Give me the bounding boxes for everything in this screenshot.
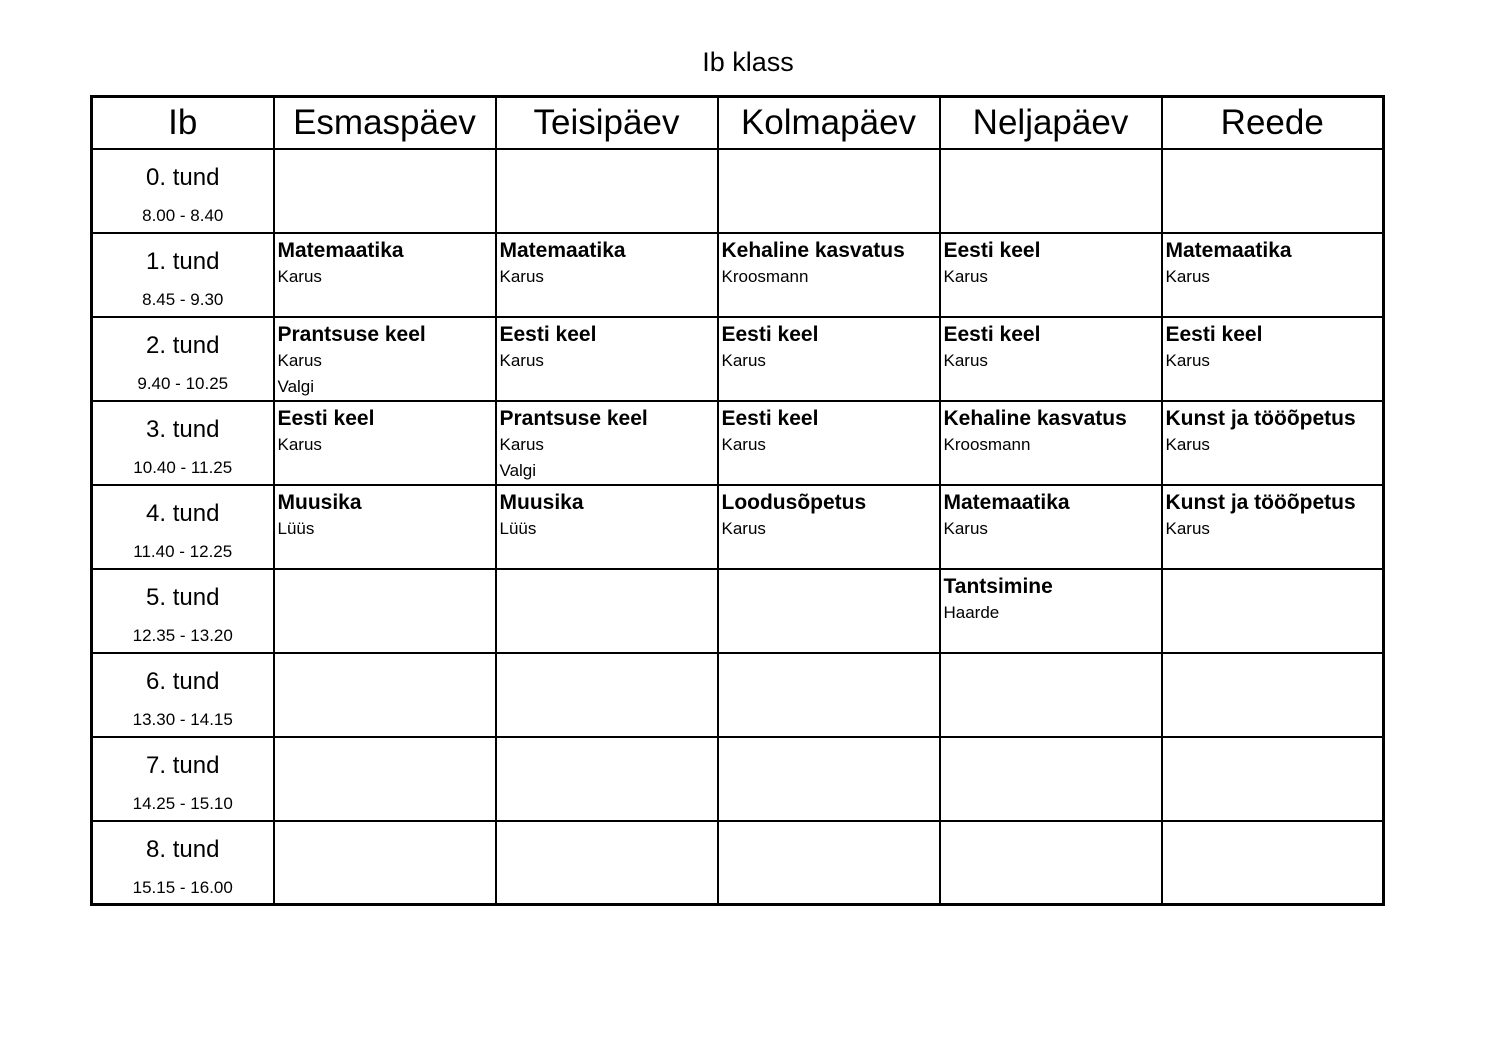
- teacher-name: Karus: [721, 350, 766, 370]
- lesson-row: [92, 569, 1384, 653]
- lesson-row: [92, 653, 1384, 737]
- schedule-cell-thursday: [940, 149, 1162, 233]
- subject-name: Eesti keel: [721, 406, 819, 430]
- schedule-cell-tuesday: [496, 149, 718, 233]
- lesson-time: 10.40 - 11.25: [133, 457, 233, 477]
- schedule-cell-wednesday: [718, 737, 940, 821]
- subject-name: Muusika: [499, 490, 584, 514]
- teacher-name: Karus: [943, 518, 988, 538]
- day-header-friday: Reede: [1162, 97, 1384, 149]
- schedule-cell-tuesday: [496, 737, 718, 821]
- lesson-time: 11.40 - 12.25: [133, 541, 233, 561]
- lesson-row: [92, 317, 1384, 401]
- schedule-cell-tuesday: [496, 317, 718, 401]
- schedule-cell-friday: [1162, 233, 1384, 317]
- teacher-name: Karus: [1165, 434, 1210, 454]
- subject-name: Prantsuse keel: [277, 322, 426, 346]
- lesson-time-cell: [92, 233, 274, 317]
- schedule-cell-monday: [274, 401, 496, 485]
- lesson-number: 7. tund: [146, 751, 220, 779]
- subject-name: Matemaatika: [1165, 238, 1292, 262]
- lesson-row: [92, 233, 1384, 317]
- lesson-number: 1. tund: [146, 247, 220, 275]
- subject-name: Kunst ja tööõpetus: [1165, 406, 1356, 430]
- teacher-name: Karus: [1165, 518, 1210, 538]
- corner-header: Ib: [92, 97, 274, 149]
- subject-name: Matemaatika: [277, 238, 404, 262]
- lesson-time: 14.25 - 15.10: [132, 793, 233, 813]
- schedule-cell-thursday: [940, 233, 1162, 317]
- lesson-number: 4. tund: [146, 499, 220, 527]
- schedule-cell-friday: [1162, 317, 1384, 401]
- lesson-time-cell: [92, 821, 274, 905]
- lesson-number: 0. tund: [146, 163, 220, 191]
- subject-name: Eesti keel: [943, 322, 1041, 346]
- schedule-cell-friday: [1162, 569, 1384, 653]
- schedule-cell-monday: [274, 569, 496, 653]
- schedule-cell-friday: [1162, 737, 1384, 821]
- lesson-row: [92, 485, 1384, 569]
- schedule-cell-wednesday: [718, 821, 940, 905]
- lesson-number: 5. tund: [146, 583, 220, 611]
- lesson-time-cell: [92, 737, 274, 821]
- schedule-cell-thursday: [940, 401, 1162, 485]
- schedule-cell-wednesday: [718, 653, 940, 737]
- schedule-cell-thursday: [940, 821, 1162, 905]
- day-header-tuesday: Teisipäev: [496, 97, 718, 149]
- schedule-cell-thursday: [940, 737, 1162, 821]
- schedule-cell-thursday: [940, 485, 1162, 569]
- subject-name: Kunst ja tööõpetus: [1165, 490, 1356, 514]
- schedule-cell-wednesday: [718, 149, 940, 233]
- schedule-cell-tuesday: [496, 485, 718, 569]
- teacher-name: Karus: [1165, 266, 1210, 286]
- subject-name: Eesti keel: [1165, 322, 1263, 346]
- schedule-cell-friday: [1162, 485, 1384, 569]
- schedule-cell-thursday: [940, 569, 1162, 653]
- lesson-time: 8.45 - 9.30: [142, 289, 224, 309]
- day-header-wednesday: Kolmapäev: [718, 97, 940, 149]
- lesson-row: [92, 821, 1384, 905]
- teacher-name: Valgi: [277, 376, 315, 396]
- subject-name: Muusika: [277, 490, 362, 514]
- lesson-row: [92, 737, 1384, 821]
- schedule-cell-monday: [274, 149, 496, 233]
- schedule-table: [90, 95, 1385, 906]
- schedule-cell-tuesday: [496, 233, 718, 317]
- teacher-name: Karus: [943, 266, 988, 286]
- lesson-time: 15.15 - 16.00: [132, 877, 233, 897]
- lesson-number: 2. tund: [146, 331, 220, 359]
- subject-name: Eesti keel: [277, 406, 375, 430]
- subject-name: Prantsuse keel: [499, 406, 648, 430]
- schedule-cell-friday: [1162, 653, 1384, 737]
- lesson-time-cell: [92, 149, 274, 233]
- teacher-name: Kroosmann: [721, 266, 809, 286]
- teacher-name: Haarde: [943, 602, 1000, 622]
- teacher-name: Valgi: [499, 460, 537, 480]
- schedule-cell-wednesday: [718, 317, 940, 401]
- lesson-number: 8. tund: [146, 835, 220, 863]
- page-title: Ib klass: [702, 47, 794, 77]
- lesson-time-cell: [92, 401, 274, 485]
- schedule-cell-tuesday: [496, 401, 718, 485]
- schedule-cell-monday: [274, 653, 496, 737]
- lesson-time: 13.30 - 14.15: [132, 709, 233, 729]
- teacher-name: Karus: [721, 434, 766, 454]
- schedule-cell-monday: [274, 485, 496, 569]
- lesson-row: [92, 401, 1384, 485]
- lesson-time-cell: [92, 569, 274, 653]
- teacher-name: Karus: [499, 434, 544, 454]
- teacher-name: Lüüs: [499, 518, 537, 538]
- teacher-name: Karus: [277, 434, 322, 454]
- subject-name: Eesti keel: [499, 322, 597, 346]
- teacher-name: Karus: [277, 350, 322, 370]
- schedule-cell-wednesday: [718, 401, 940, 485]
- subject-name: Matemaatika: [499, 238, 626, 262]
- schedule-cell-monday: [274, 821, 496, 905]
- subject-name: Loodusõpetus: [721, 490, 867, 514]
- lesson-time-cell: [92, 653, 274, 737]
- schedule-cell-friday: [1162, 821, 1384, 905]
- lesson-time: 9.40 - 10.25: [137, 373, 229, 393]
- schedule-cell-tuesday: [496, 569, 718, 653]
- subject-name: Eesti keel: [943, 238, 1041, 262]
- schedule-cell-tuesday: [496, 821, 718, 905]
- schedule-cell-friday: [1162, 149, 1384, 233]
- day-header-thursday: Neljapäev: [940, 97, 1162, 149]
- subject-name: Tantsimine: [943, 574, 1053, 598]
- subject-name: Kehaline kasvatus: [721, 238, 905, 262]
- teacher-name: Lüüs: [277, 518, 315, 538]
- schedule-cell-tuesday: [496, 653, 718, 737]
- teacher-name: Kroosmann: [943, 434, 1031, 454]
- subject-name: Kehaline kasvatus: [943, 406, 1127, 430]
- schedule-body: [92, 149, 1384, 905]
- schedule-cell-monday: [274, 233, 496, 317]
- lesson-time: 8.00 - 8.40: [142, 205, 224, 225]
- schedule-cell-thursday: [940, 653, 1162, 737]
- schedule-cell-wednesday: [718, 569, 940, 653]
- schedule-cell-friday: [1162, 401, 1384, 485]
- day-header-monday: Esmaspäev: [274, 97, 496, 149]
- teacher-name: Karus: [277, 266, 322, 286]
- schedule-cell-wednesday: [718, 233, 940, 317]
- schedule-cell-monday: [274, 317, 496, 401]
- teacher-name: Karus: [499, 266, 544, 286]
- teacher-name: Karus: [1165, 350, 1210, 370]
- teacher-name: Karus: [943, 350, 988, 370]
- teacher-name: Karus: [721, 518, 766, 538]
- lesson-time-cell: [92, 485, 274, 569]
- teacher-name: Karus: [499, 350, 544, 370]
- header-row: [92, 97, 1384, 149]
- schedule-cell-thursday: [940, 317, 1162, 401]
- lesson-number: 3. tund: [146, 415, 220, 443]
- schedule-cell-monday: [274, 737, 496, 821]
- subject-name: Eesti keel: [721, 322, 819, 346]
- schedule-cell-wednesday: [718, 485, 940, 569]
- lesson-time-cell: [92, 317, 274, 401]
- lesson-time: 12.35 - 13.20: [132, 625, 233, 645]
- lesson-row: [92, 149, 1384, 233]
- lesson-number: 6. tund: [146, 667, 220, 695]
- subject-name: Matemaatika: [943, 490, 1070, 514]
